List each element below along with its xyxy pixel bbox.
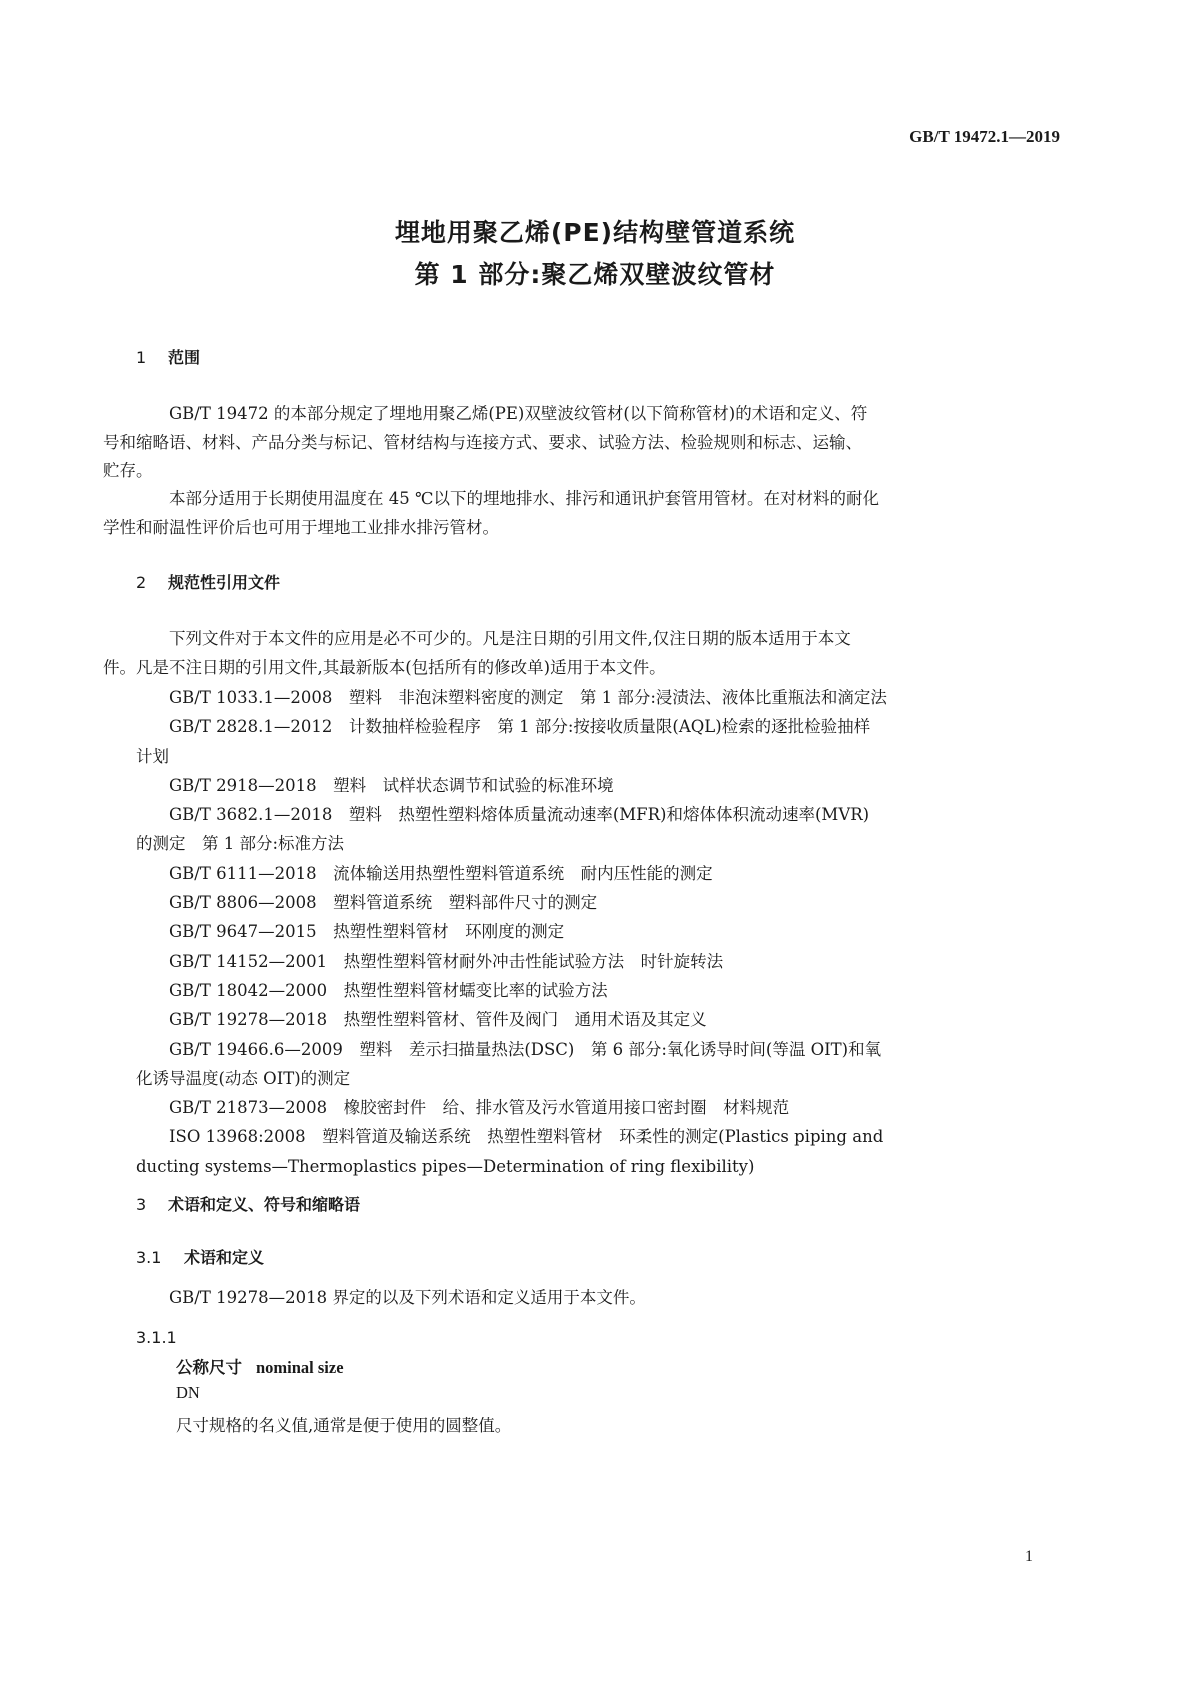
section-title: 范围 (168, 348, 201, 367)
text-line: 贮存。 (103, 461, 153, 480)
text-line: 下列文件对于本文件的应用是必不可少的。凡是注日期的引用文件,仅注日期的版本适用于本文 (169, 629, 851, 648)
reference-item: GB/T 14152—2001 热塑性塑料管材耐外冲击性能试验方法 时针旋转法 (169, 951, 724, 971)
subsection-title: 术语和定义 (184, 1248, 265, 1267)
reference-item: GB/T 19278—2018 热塑性塑料管材、管件及阀门 通用术语及其定义 (169, 1010, 707, 1030)
term-abbreviation: DN (176, 1383, 200, 1402)
subsection-number: 3.1 (136, 1248, 162, 1267)
section-1-heading (136, 345, 200, 368)
term-definition: 尺寸规格的名义值,通常是便于使用的圆整值。 (176, 1416, 512, 1435)
reference-item: GB/T 2918—2018 塑料 试样状态调节和试验的标准环境 (169, 775, 614, 795)
text-line: GB/T 19472 的本部分规定了埋地用聚乙烯(PE)双壁波纹管材(以下简称管材)的术语和定义、符 (169, 404, 868, 423)
reference-item: GB/T 21873—2008 橡胶密封件 给、排水管及污水管道用接口密封圈 材料规范 (169, 1098, 790, 1118)
term-heading (176, 1354, 344, 1378)
section-number: 2 (136, 573, 147, 592)
section-title: 术语和定义、符号和缩略语 (168, 1195, 361, 1214)
reference-item: GB/T 19466.6—2009 塑料 差示扫描量热法(DSC) 第 6 部分:氧化诱导时间(等温 OIT)和氧 化诱导温度(动态 OIT)的测定 (136, 1039, 882, 1088)
reference-item: GB/T 6111—2018 流体输送用热塑性塑料管道系统 耐内压性能的测定 (169, 863, 713, 883)
term-number: 3.1.1 (136, 1328, 177, 1347)
term-name: 公称尺寸 (176, 1358, 242, 1377)
reference-list (136, 683, 1056, 1181)
text-line: 本部分适用于长期使用温度在 45 ℃以下的埋地排水、排污和通讯护套管用管材。在对材料的耐化 (169, 489, 879, 508)
standard-code: GB/T 19472.1—2019 (909, 127, 1060, 146)
section-3-heading (136, 1192, 360, 1215)
reference-item: GB/T 2828.1—2012 计数抽样检验程序 第 1 部分:按接收质量限(AQL)检索的逐批检验抽样 计划 (136, 717, 871, 766)
reference-item: ISO 13968:2008 塑料管道及输送系统 热塑性塑料管材 环柔性的测定(Plastics piping and ducting systems—Thermoplastics pipes—Determination of ring flexibility) (136, 1127, 884, 1176)
reference-item: GB/T 9647—2015 热塑性塑料管材 环刚度的测定 (169, 922, 565, 942)
term-english: nominal size (256, 1358, 344, 1377)
document-title-line1: 埋地用聚乙烯(PE)结构壁管道系统 (394, 218, 796, 247)
subsection-3-1-intro: GB/T 19278—2018 界定的以及下列术语和定义适用于本文件。 (169, 1288, 646, 1307)
page-number: 1 (1025, 1548, 1033, 1565)
subsection-3-1-heading (136, 1245, 264, 1268)
document-title-line2: 第 1 部分:聚乙烯双壁波纹管材 (414, 260, 776, 289)
text-line: 学性和耐温性评价后也可用于埋地工业排水排污管材。 (103, 517, 499, 537)
section-1-paragraph-1 (103, 400, 1056, 486)
section-2-intro (103, 625, 1056, 682)
reference-item: GB/T 18042—2000 热塑性塑料管材蠕变比率的试验方法 (169, 980, 608, 1000)
section-number: 1 (136, 348, 147, 367)
reference-item: GB/T 1033.1—2008 塑料 非泡沫塑料密度的测定 第 1 部分:浸渍法、液体比重瓶法和滴定法 (169, 688, 887, 707)
section-2-heading (136, 570, 280, 593)
text-line: 件。凡是不注日期的引用文件,其最新版本(包括所有的修改单)适用于本文件。 (103, 657, 666, 677)
section-title: 规范性引用文件 (168, 573, 281, 592)
reference-item: GB/T 8806—2008 塑料管道系统 塑料部件尺寸的测定 (169, 893, 598, 913)
section-number: 3 (136, 1195, 147, 1214)
reference-item: GB/T 3682.1—2018 塑料 热塑性塑料熔体质量流动速率(MFR)和熔体体积流动速率(MVR) 的测定 第 1 部分:标准方法 (136, 805, 870, 854)
text-line: 号和缩略语、材料、产品分类与标记、管材结构与连接方式、要求、试验方法、检验规则和标志、运输、 (103, 432, 862, 452)
section-1-paragraph-2 (103, 485, 1056, 542)
